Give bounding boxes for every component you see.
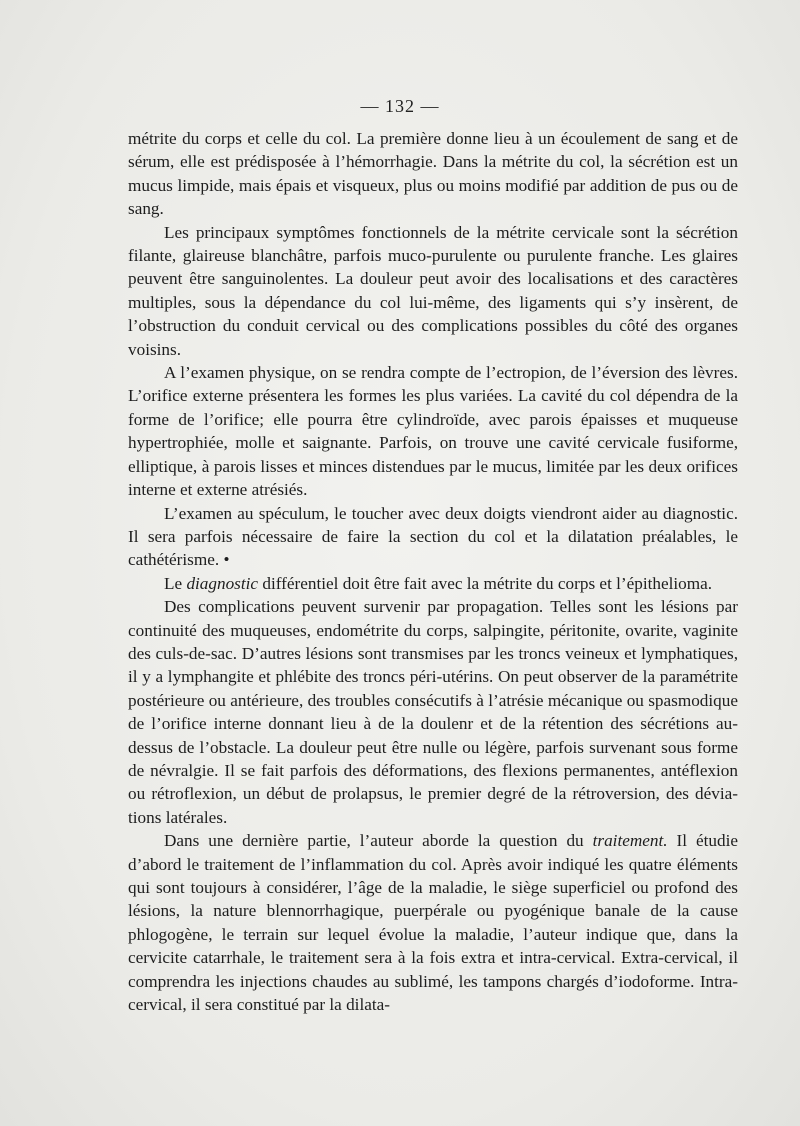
paragraph-1 (128, 127, 738, 221)
body-text (128, 127, 738, 1016)
paragraph-5 (128, 572, 738, 595)
text-segment: A l’examen physique, on se rendra compte de l’ectropion, de l’éversion des lèvres. L’orifice externe présentera les formes les plus variées. La cavité du col dépendra de la forme de l’orifice; elle pourra être cylindroïde, avec parois épaisses et muqueuse hypertrophiée, molle et saignante. Parfois, on trouve une cavité cervicale fusiforme, elliptique, à parois lisses et minces distendues par le mucus, limitée par les deux orifices interne et externe atrésiés. (128, 363, 738, 500)
italic-term-diagnostic: diagnostic (186, 573, 259, 593)
text-segment: différentiel doit être fait avec la métrite du corps et l’épithelioma. (258, 573, 713, 593)
paragraph-3 (128, 361, 738, 501)
text-segment: Dans une dernière partie, l’auteur aborde la question du (164, 831, 593, 851)
text-segment: Il étudie d’abord le traitement de l’inflammation du col. Après avoir indiqué les quatre éléments qui sont toujours à considérer, l’âge de la maladie, le siège superficiel ou profond des lésions, la nature blennorrhagique, puerpérale ou pyogénique banale de la cause phlogogène, le terrain sur lequel évolue la maladie, l’auteur indique que, dans la cervicite catarrhale, le traitement sera à la fois extra et intra-cervical. Extra-cervical, il comprendra les injections chaudes au sublimé, les tampons chargés d’iodoforme. Intra-cervical, il sera constitué par la dilata- (128, 831, 738, 1015)
paragraph-6 (128, 595, 738, 829)
text-segment: Les principaux symptômes fonctionnels de la métrite cervicale sont la sécrétion filante, glaireuse blanchâtre, parfois muco-purulente ou purulente franche. Les glaires peuvent être sanguinolentes. La douleur peut avoir des localisations et des caractères multiples, sous la dépendance du col lui-même, des ligaments qui s’y insèrent, de l’obstruction du conduit cervical ou des complications possibles du côté des organes voisins. (128, 222, 738, 359)
page-number: — 132 — (360, 96, 440, 116)
paragraph-7 (128, 829, 738, 1016)
italic-term-traitement: traitement. (592, 831, 668, 851)
text-segment: métrite du corps et celle du col. La première donne lieu à un écoulement de sang et de sérum, elle est prédisposée à l’hémorrhagie. Dans la métrite du col, la sécrétion est un mucus limpide, mais épais et visqueux, plus ou moins modifié par addition de pus ou de sang. (128, 129, 738, 219)
text-segment: L’examen au spéculum, le toucher avec deux doigts viendront aider au diagnostic. Il sera parfois nécessaire de faire la section du col et la dilatation préalables, le cathétérisme. • (128, 503, 738, 570)
text-segment: Le (164, 573, 187, 593)
paragraph-2 (128, 221, 738, 361)
paragraph-4 (128, 502, 738, 572)
text-segment: Des complications peuvent survenir par propagation. Telles sont les lésions par continuité des muqueuses, endométrite du corps, salpingite, péritonite, ovarite, vaginite des culs-de-sac. D’autres lésions sont transmises par les troncs veineux et lymphatiques, il y a lymphangite et phlébite des troncs péri-utérins. On peut observer de la paramétrite postérieure ou antérieure, des troubles consécutifs à l’atrésie mécanique ou spasmodique de l’orifice interne donnant lieu à de la doulenr et de la rétention des sécrétions au-dessus de l’obstacle. La douleur peut être nulle ou légère, parfois survenant sous forme de névralgie. Il se fait parfois des déformations, des flexions permanentes, antéflexion ou rétroflexion, un début de prolapsus, le premier degré de la rétroversion, des déviations latérales. (128, 597, 738, 827)
